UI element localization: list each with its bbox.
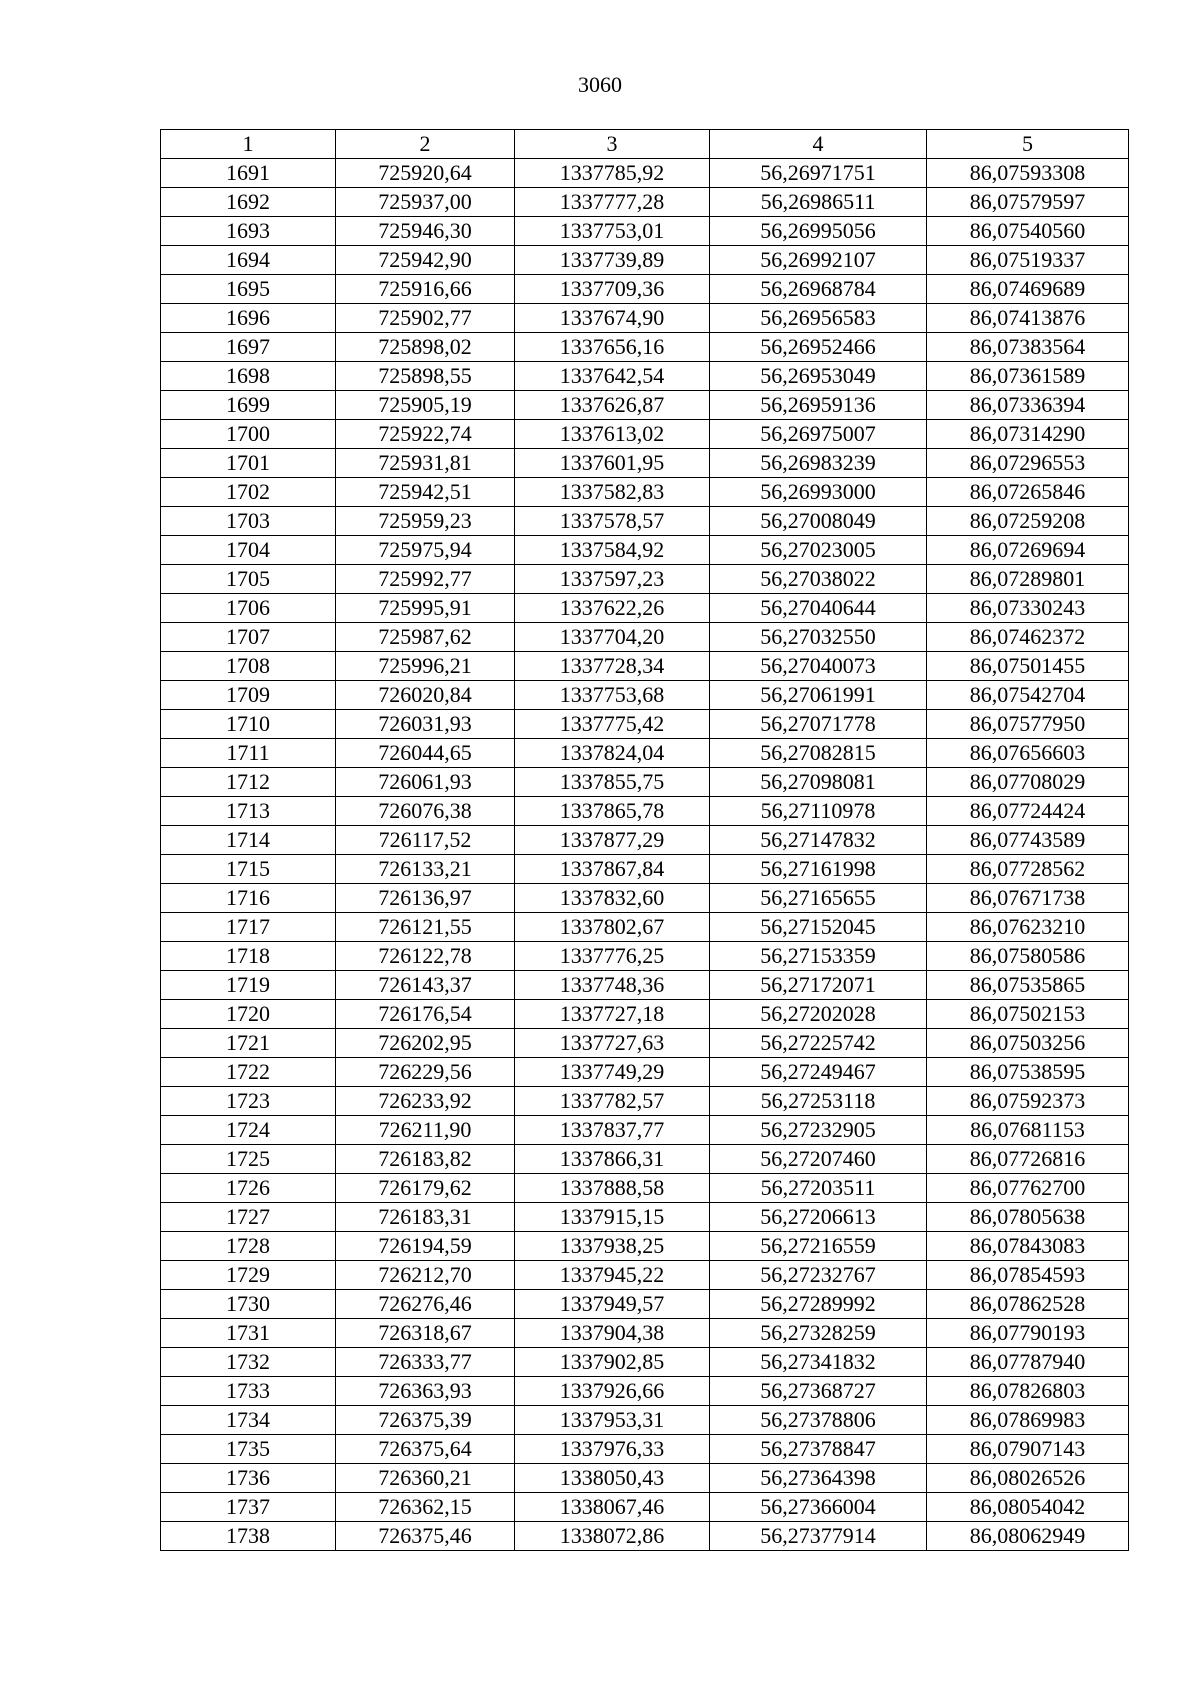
table-cell-col-4: 56,27172071 — [710, 971, 927, 1000]
table-cell-col-5: 86,07671738 — [927, 884, 1129, 913]
table-row — [161, 362, 1129, 391]
table-cell-col-1: 1719 — [161, 971, 336, 1000]
table-cell-col-4: 56,26992107 — [710, 246, 927, 275]
table-cell-col-2: 725905,19 — [336, 391, 515, 420]
table-row — [161, 855, 1129, 884]
table-cell-col-3: 1337832,60 — [515, 884, 710, 913]
table-cell-col-3: 1337945,22 — [515, 1261, 710, 1290]
table-cell-col-3: 1337674,90 — [515, 304, 710, 333]
table-row — [161, 768, 1129, 797]
table-cell-col-5: 86,07361589 — [927, 362, 1129, 391]
table-cell-col-3: 1337613,02 — [515, 420, 710, 449]
table-cell-col-3: 1337727,63 — [515, 1029, 710, 1058]
table-cell-col-3: 1338072,86 — [515, 1522, 710, 1551]
table-cell-col-1: 1710 — [161, 710, 336, 739]
table-cell-col-2: 726375,39 — [336, 1406, 515, 1435]
table-cell-col-1: 1738 — [161, 1522, 336, 1551]
coordinates-table — [160, 129, 1129, 1551]
table-row — [161, 942, 1129, 971]
table-cell-col-2: 726233,92 — [336, 1087, 515, 1116]
table-cell-col-2: 725995,91 — [336, 594, 515, 623]
table-cell-col-2: 725942,51 — [336, 478, 515, 507]
table-cell-col-5: 86,07535865 — [927, 971, 1129, 1000]
table-cell-col-1: 1737 — [161, 1493, 336, 1522]
table-cell-col-1: 1736 — [161, 1464, 336, 1493]
table-cell-col-5: 86,07503256 — [927, 1029, 1129, 1058]
table-cell-col-5: 86,07593308 — [927, 159, 1129, 188]
table-cell-col-2: 725996,21 — [336, 652, 515, 681]
table-row — [161, 1116, 1129, 1145]
table-cell-col-4: 56,27098081 — [710, 768, 927, 797]
table-cell-col-2: 725992,77 — [336, 565, 515, 594]
table-cell-col-4: 56,27071778 — [710, 710, 927, 739]
table-cell-col-5: 86,07726816 — [927, 1145, 1129, 1174]
table-cell-col-3: 1337867,84 — [515, 855, 710, 884]
table-cell-col-3: 1337597,23 — [515, 565, 710, 594]
table-cell-col-5: 86,07501455 — [927, 652, 1129, 681]
table-cell-col-4: 56,27378847 — [710, 1435, 927, 1464]
table-cell-col-2: 726363,93 — [336, 1377, 515, 1406]
table-cell-col-1: 1731 — [161, 1319, 336, 1348]
table-cell-col-1: 1706 — [161, 594, 336, 623]
table-cell-col-4: 56,27023005 — [710, 536, 927, 565]
table-cell-col-3: 1337582,83 — [515, 478, 710, 507]
table-cell-col-1: 1716 — [161, 884, 336, 913]
table-cell-col-5: 86,07580586 — [927, 942, 1129, 971]
table-cell-col-2: 725975,94 — [336, 536, 515, 565]
table-cell-col-5: 86,07728562 — [927, 855, 1129, 884]
table-cell-col-3: 1337938,25 — [515, 1232, 710, 1261]
table-cell-col-1: 1699 — [161, 391, 336, 420]
table-cell-col-1: 1708 — [161, 652, 336, 681]
table-cell-col-3: 1337727,18 — [515, 1000, 710, 1029]
table-cell-col-4: 56,27341832 — [710, 1348, 927, 1377]
table-cell-col-3: 1338050,43 — [515, 1464, 710, 1493]
table-cell-col-5: 86,07592373 — [927, 1087, 1129, 1116]
table-row — [161, 1348, 1129, 1377]
table-cell-col-5: 86,07656603 — [927, 739, 1129, 768]
table-cell-col-2: 726229,56 — [336, 1058, 515, 1087]
table-row — [161, 1261, 1129, 1290]
table-cell-col-4: 56,27152045 — [710, 913, 927, 942]
table-cell-col-4: 56,26952466 — [710, 333, 927, 362]
table-cell-col-2: 725898,55 — [336, 362, 515, 391]
table-cell-col-3: 1337777,28 — [515, 188, 710, 217]
table-row — [161, 1000, 1129, 1029]
table-cell-col-1: 1724 — [161, 1116, 336, 1145]
table-cell-col-1: 1694 — [161, 246, 336, 275]
table-row — [161, 391, 1129, 420]
table-cell-col-2: 726031,93 — [336, 710, 515, 739]
table-cell-col-1: 1735 — [161, 1435, 336, 1464]
table-cell-col-5: 86,07502153 — [927, 1000, 1129, 1029]
table-cell-col-5: 86,07826803 — [927, 1377, 1129, 1406]
table-row — [161, 594, 1129, 623]
column-header-3: 3 — [515, 130, 710, 159]
table-cell-col-2: 725942,90 — [336, 246, 515, 275]
table-cell-col-4: 56,26971751 — [710, 159, 927, 188]
table-cell-col-1: 1700 — [161, 420, 336, 449]
header-row — [161, 130, 1129, 159]
table-cell-col-2: 726143,37 — [336, 971, 515, 1000]
table-cell-col-5: 86,08054042 — [927, 1493, 1129, 1522]
table-cell-col-2: 726020,84 — [336, 681, 515, 710]
table-cell-col-1: 1691 — [161, 159, 336, 188]
table-cell-col-1: 1725 — [161, 1145, 336, 1174]
table-cell-col-3: 1337626,87 — [515, 391, 710, 420]
table-cell-col-1: 1701 — [161, 449, 336, 478]
table-cell-col-4: 56,27249467 — [710, 1058, 927, 1087]
table-row — [161, 1232, 1129, 1261]
table-cell-col-4: 56,27153359 — [710, 942, 927, 971]
table-cell-col-3: 1337601,95 — [515, 449, 710, 478]
table-cell-col-2: 726176,54 — [336, 1000, 515, 1029]
table-cell-col-1: 1729 — [161, 1261, 336, 1290]
table-cell-col-1: 1718 — [161, 942, 336, 971]
table-cell-col-1: 1726 — [161, 1174, 336, 1203]
table-cell-col-5: 86,07843083 — [927, 1232, 1129, 1261]
table-cell-col-1: 1709 — [161, 681, 336, 710]
table-cell-col-5: 86,07289801 — [927, 565, 1129, 594]
table-cell-col-4: 56,27161998 — [710, 855, 927, 884]
table-cell-col-3: 1337953,31 — [515, 1406, 710, 1435]
table-cell-col-3: 1337837,77 — [515, 1116, 710, 1145]
table-cell-col-4: 56,27032550 — [710, 623, 927, 652]
table-cell-col-4: 56,27110978 — [710, 797, 927, 826]
table-cell-col-4: 56,26959136 — [710, 391, 927, 420]
table-cell-col-3: 1337584,92 — [515, 536, 710, 565]
table-cell-col-4: 56,26968784 — [710, 275, 927, 304]
table-cell-col-3: 1337926,66 — [515, 1377, 710, 1406]
table-cell-col-3: 1337782,57 — [515, 1087, 710, 1116]
table-cell-col-3: 1337739,89 — [515, 246, 710, 275]
table-cell-col-4: 56,27203511 — [710, 1174, 927, 1203]
table-row — [161, 1319, 1129, 1348]
table-cell-col-5: 86,07790193 — [927, 1319, 1129, 1348]
table-cell-col-2: 726136,97 — [336, 884, 515, 913]
table-cell-col-3: 1337865,78 — [515, 797, 710, 826]
table-row — [161, 1058, 1129, 1087]
table-row — [161, 159, 1129, 188]
table-cell-col-5: 86,08026526 — [927, 1464, 1129, 1493]
table-cell-col-2: 725920,64 — [336, 159, 515, 188]
table-row — [161, 1290, 1129, 1319]
table-row — [161, 1203, 1129, 1232]
column-header-1: 1 — [161, 130, 336, 159]
table-cell-col-1: 1732 — [161, 1348, 336, 1377]
table-cell-col-4: 56,27289992 — [710, 1290, 927, 1319]
table-cell-col-1: 1727 — [161, 1203, 336, 1232]
table-cell-col-1: 1730 — [161, 1290, 336, 1319]
table-cell-col-2: 726076,38 — [336, 797, 515, 826]
table-row — [161, 739, 1129, 768]
table-row — [161, 1174, 1129, 1203]
table-cell-col-5: 86,07577950 — [927, 710, 1129, 739]
table-cell-col-4: 56,27040073 — [710, 652, 927, 681]
table-cell-col-3: 1337728,34 — [515, 652, 710, 681]
table-cell-col-2: 726122,78 — [336, 942, 515, 971]
table-cell-col-5: 86,07296553 — [927, 449, 1129, 478]
table-row — [161, 478, 1129, 507]
table-cell-col-3: 1337785,92 — [515, 159, 710, 188]
table-cell-col-5: 86,07540560 — [927, 217, 1129, 246]
table-cell-col-2: 726121,55 — [336, 913, 515, 942]
table-cell-col-5: 86,07469689 — [927, 275, 1129, 304]
table-row — [161, 681, 1129, 710]
table-cell-col-4: 56,27328259 — [710, 1319, 927, 1348]
table-row — [161, 1145, 1129, 1174]
table-cell-col-1: 1715 — [161, 855, 336, 884]
table-cell-col-3: 1337775,42 — [515, 710, 710, 739]
table-cell-col-2: 726061,93 — [336, 768, 515, 797]
table-cell-col-2: 726117,52 — [336, 826, 515, 855]
table-cell-col-5: 86,07907143 — [927, 1435, 1129, 1464]
table-cell-col-5: 86,07787940 — [927, 1348, 1129, 1377]
table-row — [161, 1435, 1129, 1464]
table-cell-col-5: 86,07762700 — [927, 1174, 1129, 1203]
table-cell-col-2: 725987,62 — [336, 623, 515, 652]
table-row — [161, 913, 1129, 942]
table-cell-col-4: 56,26956583 — [710, 304, 927, 333]
table-cell-col-2: 726183,82 — [336, 1145, 515, 1174]
table-cell-col-3: 1337709,36 — [515, 275, 710, 304]
table-cell-col-4: 56,26993000 — [710, 478, 927, 507]
table-cell-col-2: 726212,70 — [336, 1261, 515, 1290]
table-cell-col-4: 56,27377914 — [710, 1522, 927, 1551]
table-row — [161, 797, 1129, 826]
table-cell-col-3: 1337776,25 — [515, 942, 710, 971]
table-cell-col-2: 725916,66 — [336, 275, 515, 304]
table-cell-col-4: 56,27378806 — [710, 1406, 927, 1435]
table-cell-col-1: 1728 — [161, 1232, 336, 1261]
table-row — [161, 507, 1129, 536]
table-cell-col-5: 86,08062949 — [927, 1522, 1129, 1551]
table-cell-col-3: 1337888,58 — [515, 1174, 710, 1203]
table-cell-col-3: 1337704,20 — [515, 623, 710, 652]
table-cell-col-1: 1734 — [161, 1406, 336, 1435]
table-cell-col-2: 726211,90 — [336, 1116, 515, 1145]
table-cell-col-4: 56,27232905 — [710, 1116, 927, 1145]
table-cell-col-3: 1337749,29 — [515, 1058, 710, 1087]
table-cell-col-3: 1337824,04 — [515, 739, 710, 768]
table-cell-col-3: 1337753,01 — [515, 217, 710, 246]
table-cell-col-4: 56,27061991 — [710, 681, 927, 710]
table-cell-col-3: 1337949,57 — [515, 1290, 710, 1319]
table-row — [161, 304, 1129, 333]
table-cell-col-1: 1703 — [161, 507, 336, 536]
table-cell-col-5: 86,07854593 — [927, 1261, 1129, 1290]
table-cell-col-5: 86,07336394 — [927, 391, 1129, 420]
table-cell-col-1: 1705 — [161, 565, 336, 594]
table-row — [161, 275, 1129, 304]
table-cell-col-2: 725902,77 — [336, 304, 515, 333]
table-cell-col-1: 1692 — [161, 188, 336, 217]
table-row — [161, 1522, 1129, 1551]
table-cell-col-2: 726202,95 — [336, 1029, 515, 1058]
table-row — [161, 1087, 1129, 1116]
table-cell-col-1: 1711 — [161, 739, 336, 768]
table-cell-col-3: 1337642,54 — [515, 362, 710, 391]
table-cell-col-2: 726360,21 — [336, 1464, 515, 1493]
table-row — [161, 420, 1129, 449]
table-cell-col-1: 1693 — [161, 217, 336, 246]
table-cell-col-1: 1697 — [161, 333, 336, 362]
table-cell-col-2: 726183,31 — [336, 1203, 515, 1232]
table-cell-col-1: 1714 — [161, 826, 336, 855]
table-row — [161, 449, 1129, 478]
table-row — [161, 971, 1129, 1000]
table-cell-col-5: 86,07681153 — [927, 1116, 1129, 1145]
table-cell-col-4: 56,27232767 — [710, 1261, 927, 1290]
table-cell-col-1: 1702 — [161, 478, 336, 507]
table-cell-col-4: 56,27368727 — [710, 1377, 927, 1406]
table-cell-col-3: 1337753,68 — [515, 681, 710, 710]
table-row — [161, 884, 1129, 913]
table-cell-col-4: 56,27202028 — [710, 1000, 927, 1029]
table-row — [161, 710, 1129, 739]
table-cell-col-4: 56,26975007 — [710, 420, 927, 449]
table-cell-col-3: 1337656,16 — [515, 333, 710, 362]
table-cell-col-3: 1337802,67 — [515, 913, 710, 942]
table-cell-col-3: 1337866,31 — [515, 1145, 710, 1174]
table-cell-col-5: 86,07383564 — [927, 333, 1129, 362]
table-cell-col-1: 1720 — [161, 1000, 336, 1029]
table-cell-col-5: 86,07519337 — [927, 246, 1129, 275]
table-cell-col-5: 86,07462372 — [927, 623, 1129, 652]
table-cell-col-5: 86,07623210 — [927, 913, 1129, 942]
table-cell-col-4: 56,27038022 — [710, 565, 927, 594]
table-cell-col-2: 726362,15 — [336, 1493, 515, 1522]
table-cell-col-1: 1723 — [161, 1087, 336, 1116]
table-cell-col-4: 56,27364398 — [710, 1464, 927, 1493]
table-cell-col-5: 86,07869983 — [927, 1406, 1129, 1435]
table-cell-col-1: 1696 — [161, 304, 336, 333]
table-cell-col-4: 56,27225742 — [710, 1029, 927, 1058]
table-cell-col-2: 726276,46 — [336, 1290, 515, 1319]
table-cell-col-5: 86,07259208 — [927, 507, 1129, 536]
table-row — [161, 1493, 1129, 1522]
table-cell-col-4: 56,26953049 — [710, 362, 927, 391]
table-cell-col-4: 56,26983239 — [710, 449, 927, 478]
table-cell-col-5: 86,07330243 — [927, 594, 1129, 623]
table-cell-col-4: 56,27040644 — [710, 594, 927, 623]
column-header-5: 5 — [927, 130, 1129, 159]
table-cell-col-1: 1704 — [161, 536, 336, 565]
table-cell-col-5: 86,07542704 — [927, 681, 1129, 710]
table-cell-col-4: 56,27253118 — [710, 1087, 927, 1116]
table-cell-col-4: 56,27366004 — [710, 1493, 927, 1522]
table-cell-col-2: 725946,30 — [336, 217, 515, 246]
table-cell-col-5: 86,07538595 — [927, 1058, 1129, 1087]
table-cell-col-2: 725959,23 — [336, 507, 515, 536]
table-row — [161, 826, 1129, 855]
table-cell-col-4: 56,27082815 — [710, 739, 927, 768]
table-cell-col-2: 726375,46 — [336, 1522, 515, 1551]
table-cell-col-1: 1733 — [161, 1377, 336, 1406]
table-cell-col-1: 1721 — [161, 1029, 336, 1058]
table-row — [161, 536, 1129, 565]
table-cell-col-2: 726133,21 — [336, 855, 515, 884]
table-cell-col-3: 1337976,33 — [515, 1435, 710, 1464]
table-cell-col-5: 86,07708029 — [927, 768, 1129, 797]
table-cell-col-4: 56,27008049 — [710, 507, 927, 536]
table-cell-col-4: 56,27206613 — [710, 1203, 927, 1232]
table-cell-col-3: 1337622,26 — [515, 594, 710, 623]
table-cell-col-2: 725922,74 — [336, 420, 515, 449]
table-cell-col-5: 86,07724424 — [927, 797, 1129, 826]
table-cell-col-2: 725931,81 — [336, 449, 515, 478]
table-cell-col-2: 725898,02 — [336, 333, 515, 362]
table-cell-col-3: 1337855,75 — [515, 768, 710, 797]
table-cell-col-2: 726333,77 — [336, 1348, 515, 1377]
table-row — [161, 1029, 1129, 1058]
table-cell-col-4: 56,27147832 — [710, 826, 927, 855]
table-cell-col-2: 726194,59 — [336, 1232, 515, 1261]
table-cell-col-1: 1717 — [161, 913, 336, 942]
table-cell-col-2: 726375,64 — [336, 1435, 515, 1464]
column-header-2: 2 — [336, 130, 515, 159]
table-row — [161, 333, 1129, 362]
table-header — [161, 130, 1129, 159]
table-cell-col-4: 56,27165655 — [710, 884, 927, 913]
table-cell-col-5: 86,07265846 — [927, 478, 1129, 507]
table-cell-col-5: 86,07413876 — [927, 304, 1129, 333]
table-cell-col-2: 726318,67 — [336, 1319, 515, 1348]
table-cell-col-1: 1695 — [161, 275, 336, 304]
table-cell-col-5: 86,07579597 — [927, 188, 1129, 217]
table-cell-col-5: 86,07269694 — [927, 536, 1129, 565]
table-cell-col-3: 1338067,46 — [515, 1493, 710, 1522]
table-cell-col-5: 86,07314290 — [927, 420, 1129, 449]
table-cell-col-2: 725937,00 — [336, 188, 515, 217]
table-row — [161, 217, 1129, 246]
table-cell-col-1: 1707 — [161, 623, 336, 652]
table-cell-col-4: 56,26986511 — [710, 188, 927, 217]
table-cell-col-3: 1337904,38 — [515, 1319, 710, 1348]
page-number: 3060 — [578, 72, 622, 97]
table-cell-col-3: 1337902,85 — [515, 1348, 710, 1377]
table-row — [161, 246, 1129, 275]
table-cell-col-5: 86,07805638 — [927, 1203, 1129, 1232]
table-cell-col-1: 1712 — [161, 768, 336, 797]
table-row — [161, 652, 1129, 681]
table-row — [161, 188, 1129, 217]
table-cell-col-5: 86,07743589 — [927, 826, 1129, 855]
table-row — [161, 623, 1129, 652]
table-cell-col-4: 56,27216559 — [710, 1232, 927, 1261]
table-row — [161, 1406, 1129, 1435]
table-row — [161, 565, 1129, 594]
table-row — [161, 1377, 1129, 1406]
table-cell-col-3: 1337578,57 — [515, 507, 710, 536]
column-header-4: 4 — [710, 130, 927, 159]
table-cell-col-2: 726179,62 — [336, 1174, 515, 1203]
table-cell-col-3: 1337915,15 — [515, 1203, 710, 1232]
table-cell-col-3: 1337748,36 — [515, 971, 710, 1000]
table-row — [161, 1464, 1129, 1493]
table-cell-col-4: 56,27207460 — [710, 1145, 927, 1174]
table-cell-col-2: 726044,65 — [336, 739, 515, 768]
table-cell-col-1: 1713 — [161, 797, 336, 826]
table-cell-col-1: 1722 — [161, 1058, 336, 1087]
table-cell-col-1: 1698 — [161, 362, 336, 391]
table-cell-col-5: 86,07862528 — [927, 1290, 1129, 1319]
table-body — [161, 159, 1129, 1551]
table-cell-col-3: 1337877,29 — [515, 826, 710, 855]
table-cell-col-4: 56,26995056 — [710, 217, 927, 246]
